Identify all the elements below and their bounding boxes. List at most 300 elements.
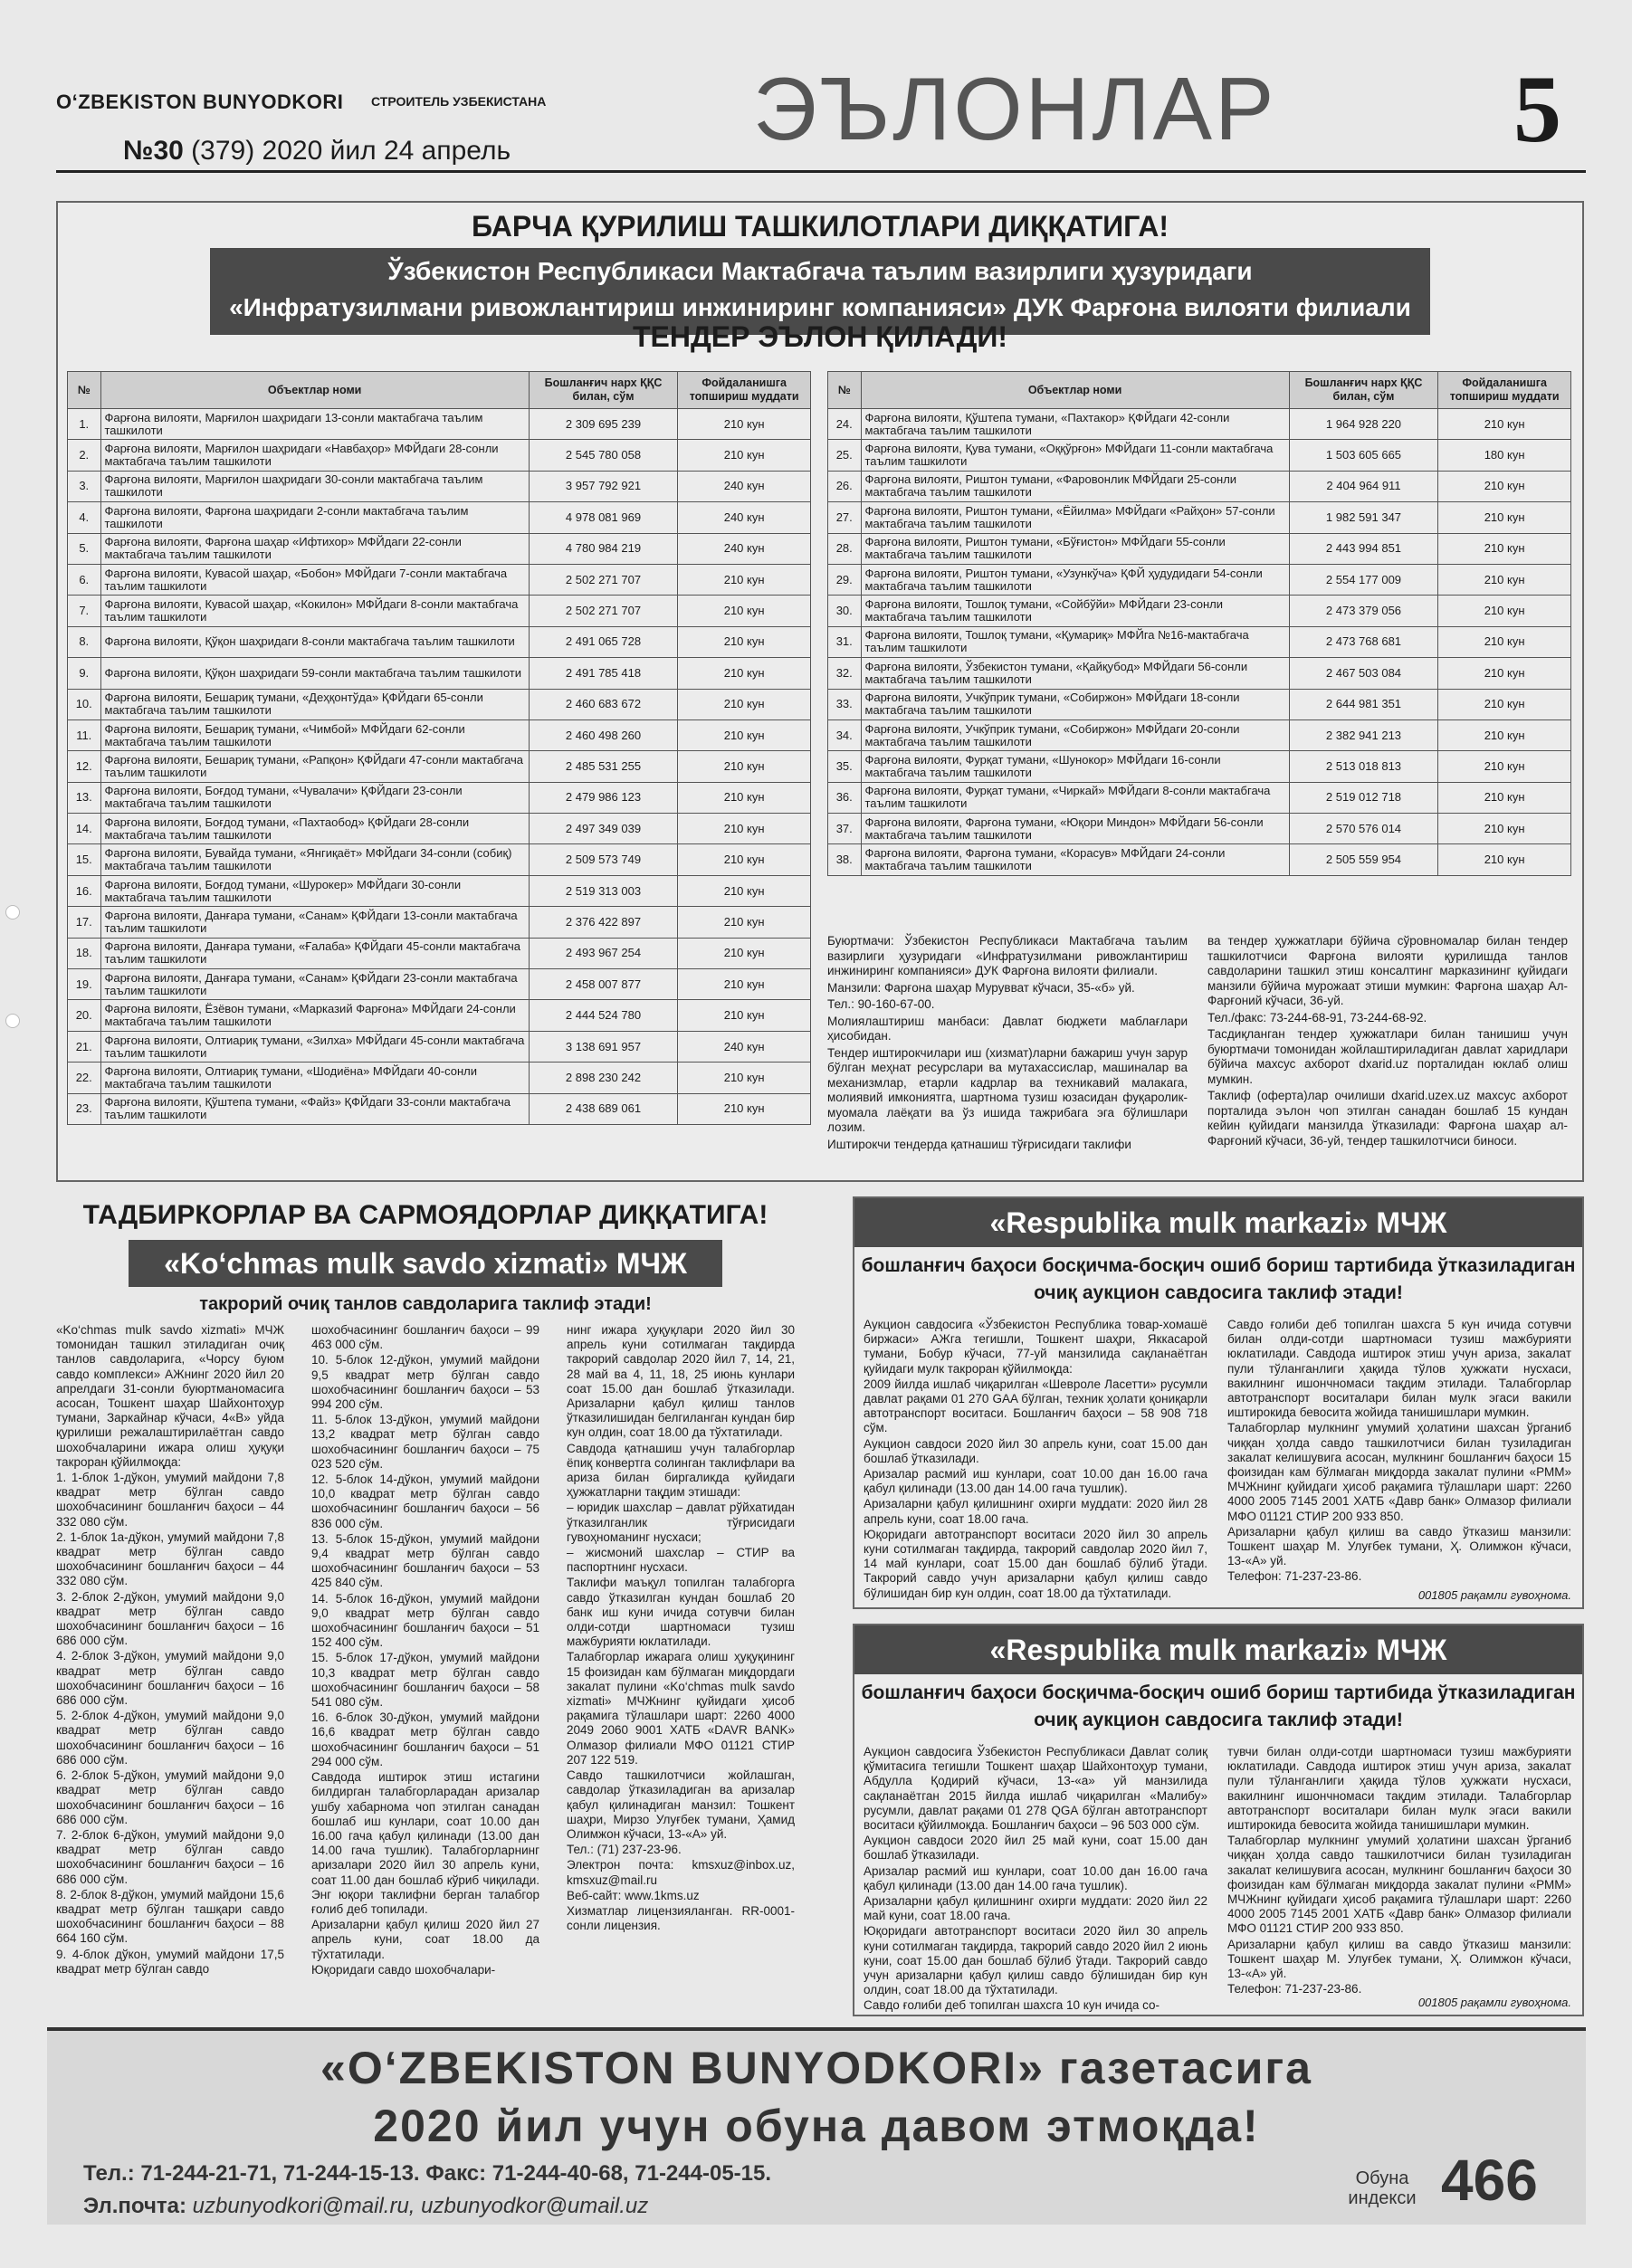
row-number: 36. bbox=[828, 782, 862, 813]
table-row bbox=[68, 689, 811, 719]
paragraph: 4. 2-блок 3-дўкон, умумий майдони 9,0 квадрат метр бўлган савдо шохобчасининг бошланғич баҳоси – 16 686 000 сўм. bbox=[56, 1649, 284, 1708]
object-name: Фарғона вилояти, Боғдод тумани, «Шурокер» МФЙдаги 30-сонли мактабгача таълим ташкилоти bbox=[100, 875, 529, 906]
paragraph: Савдо ташкилотчиси жойлашган, савдолар ўтказиладиган ва аризалар қабул қилинадиган манзил: Тошкент шаҳри, Мирзо Улуғбек тумани, Ҳамид Олимжон кўчаси, 13-«А» уй. bbox=[567, 1768, 795, 1841]
col-header-object: Объектлар номи bbox=[100, 372, 529, 409]
delivery-term: 210 кун bbox=[1438, 471, 1571, 501]
start-price: 2 519 313 003 bbox=[529, 875, 678, 906]
start-price: 2 443 994 851 bbox=[1289, 533, 1438, 564]
start-price: 2 485 531 255 bbox=[529, 751, 678, 782]
start-price: 2 505 559 954 bbox=[1289, 844, 1438, 875]
object-name: Фарғона вилояти, Риштон тумани, «Ёйилма» МФЙдаги «Райҳон» 57-сонли мактабгача таълим ташкилоти bbox=[861, 502, 1289, 533]
start-price: 2 502 271 707 bbox=[529, 564, 678, 595]
paragraph: 6. 2-блок 5-дўкон, умумий майдони 9,0 квадрат метр бўлган савдо шохобчасининг бошланғич баҳоси – 16 686 000 сўм. bbox=[56, 1768, 284, 1826]
table-row bbox=[828, 689, 1571, 719]
kms-attention: ТАДБИРКОРЛАР ВА САРМОЯДОРЛАР ДИҚҚАТИГА! bbox=[82, 1200, 768, 1230]
paragraph: Талабгорлар мулкнинг умумий ҳолатини шахсан ўрганиб чиққан ҳолда савдо ташкилотчиси билан тузиладиган закалат келишувига асосан, мулкнинг бошланғич баҳоси 30 фоизидан кам бўлмаган миқдорда закалат пулини «РММ» МЧЖнинг қуйидаги ҳисоб рақамига тўлашлари шарт: 2260 4000 2005 7145 2001 ХАТБ «Давр банк» Олмазор филиали МФО 01121 СТИР 200 933 850. bbox=[1227, 1834, 1571, 1936]
paragraph: 3. 2-блок 2-дўкон, умумий майдони 9,0 квадрат метр бўлган савдо шохобчасининг бошланғич баҳоси – 16 686 000 сўм. bbox=[56, 1589, 284, 1648]
delivery-term: 210 кун bbox=[678, 751, 811, 782]
delivery-term: 210 кун bbox=[1438, 596, 1571, 626]
punch-hole bbox=[5, 1014, 20, 1028]
paragraph: 2009 йилда ишлаб чиқарилган «Шевроле Ласетти» русумли давлат рақами 01 270 GAA бўлган, техник ҳолати қониқарли автотранспорт воситаси. Бошланғич баҳоси – 58 908 718 сўм. bbox=[864, 1377, 1207, 1435]
row-number: 23. bbox=[68, 1093, 101, 1124]
table-row bbox=[828, 596, 1571, 626]
paragraph: «Ko‘chmas mulk savdo xizmati» МЧЖ томонидан ташкил этиладиган очиқ танлов савдоларига, «Чорсу буюм савдо комплекси» АЖнинг 2020 йил 20 апрелдаги 31-сонли буюртманомасига асосан, Тошкент шаҳар Шайхонтоҳур тумани, Заркайнар кўчаси, 4«В» уйда қурилиши режалаштирилаётган савдо шохобчаларини ижара олиш ҳуқуқи такроран қўйилмоқда: bbox=[56, 1323, 284, 1469]
delivery-term: 210 кун bbox=[1438, 844, 1571, 875]
issue-number: №30 bbox=[123, 136, 184, 166]
paragraph: Аукцион савдосига Ўзбекистон Республикаси Давлат солиқ қўмитасига тегишли Тошкент шаҳар Шайхонтоҳур тумани, Абдулла Қодирий кўчаси, 13-«а» уй манзилида сақланаётган 2015 йилда ишлаб чиқарилган «Малибу» русумли, давлат рақами 01 278 QGA бўлган автотранспорт воситаси қўйилмоқда. Бошланғич баҳоси – 96 503 000 сўм. bbox=[864, 1745, 1207, 1833]
table-row bbox=[68, 440, 811, 471]
object-name: Фарғона вилояти, Учкўприк тумани, «Собиржон» МФЙдаги 20-сонли мактабгача таълим ташкилоти bbox=[861, 719, 1289, 750]
row-number: 38. bbox=[828, 844, 862, 875]
object-name: Фарғона вилояти, Фурқат тумани, «Шунокор» МФЙдаги 16-сонли мактабгача таълим ташкилоти bbox=[861, 751, 1289, 782]
kms-col2 bbox=[311, 1323, 539, 1978]
tender-notes-col2 bbox=[1207, 934, 1568, 1150]
paragraph: Хизматлар лицензияланган. RR-0001-сонли лицензия. bbox=[567, 1903, 795, 1933]
object-name: Фарғона вилояти, Риштон тумани, «Бўғистон» МФЙдаги 55-сонли мактабгача таълим ташкилоти bbox=[861, 533, 1289, 564]
object-name: Фарғона вилояти, Фарғона тумани, «Корасув» МФЙдаги 24-сонли мактабгача таълим ташкилоти bbox=[861, 844, 1289, 875]
object-name: Фарғона вилояти, Марғилон шаҳридаги 13-сонли мактабгача таълим ташкилоти bbox=[100, 409, 529, 440]
row-number: 19. bbox=[68, 969, 101, 1000]
object-name: Фарғона вилояти, Учкўприк тумани, «Собиржон» МФЙдаги 18-сонли мактабгача таълим ташкилоти bbox=[861, 689, 1289, 719]
subscription-phones: Тел.: 71-244-21-71, 71-244-15-13. Факс: 71-244-40-68, 71-244-05-15. bbox=[83, 2161, 772, 2186]
start-price: 4 780 984 219 bbox=[529, 533, 678, 564]
delivery-term: 210 кун bbox=[678, 440, 811, 471]
subscription-index: 466 bbox=[1441, 2148, 1538, 2213]
start-price: 2 460 683 672 bbox=[529, 689, 678, 719]
paragraph: Савдо ғолиби деб топилган шахсга 10 кун ичида со- bbox=[864, 1998, 1160, 2013]
table-row bbox=[68, 969, 811, 1000]
row-number: 7. bbox=[68, 596, 101, 626]
paragraph: Тел.: (71) 237-23-96. bbox=[567, 1843, 682, 1857]
row-number: 27. bbox=[828, 502, 862, 533]
object-name: Фарғона вилояти, Тошлоқ тумани, «Қумариқ» МФЙга №16-мактабгача таълим ташкилоти bbox=[861, 626, 1289, 657]
paragraph: Аризаларни қабул қилиш 2020 йил 27 апрель куни, соат 18.00 да тўхтатилади. bbox=[311, 1918, 539, 1961]
table-row bbox=[68, 875, 811, 906]
start-price: 2 502 271 707 bbox=[529, 596, 678, 626]
table-row bbox=[68, 1093, 811, 1124]
masthead bbox=[56, 56, 1586, 172]
start-price: 2 509 573 749 bbox=[529, 844, 678, 875]
rmm-ad-top bbox=[853, 1196, 1584, 1609]
rmm-top-license: 001805 рақамли гувоҳнома. bbox=[1417, 1588, 1571, 1602]
kms-body bbox=[56, 1323, 795, 2002]
table-row bbox=[68, 533, 811, 564]
start-price: 2 545 780 058 bbox=[529, 440, 678, 471]
paragraph: Юқоридаги автотранспорт воситаси 2020 йил 30 апрель куни сотилмаган тақдирда, такрорий савдо 2020 йил 2 июнь куни, соат 15.00 дан бошлаб бўлиб ўтади. Такрорий савдо учун аризаларни қабул қилиш савдо бўлишидан бир кун олдин, соат 18.00 да тўхтатилади. bbox=[864, 1924, 1207, 1997]
paragraph: Молиялаштириш манбаси: Давлат бюджети маблағлари ҳисобидан. bbox=[827, 1014, 1188, 1043]
tender-attention: БАРЧА ҚУРИЛИШ ТАШКИЛОТЛАРИ ДИҚҚАТИГА! bbox=[471, 210, 1169, 243]
rmm-ad-bottom bbox=[853, 1624, 1584, 2016]
start-price: 2 473 768 681 bbox=[1289, 626, 1438, 657]
start-price: 2 497 349 039 bbox=[529, 814, 678, 844]
section-title: ЭЪЛОНЛАР bbox=[753, 59, 1277, 158]
table-row bbox=[828, 751, 1571, 782]
delivery-term: 210 кун bbox=[678, 658, 811, 689]
delivery-term: 210 кун bbox=[678, 938, 811, 968]
issue-line bbox=[123, 136, 511, 167]
paragraph: Талабгорлар мулкнинг умумий ҳолатини шахсан ўрганиб чиққан ҳолда савдо ташкилотчиси билан тузиладиган закалат келишувига асосан, мулкнинг бошланғич баҳоси 15 фоизидан кам бўлмаган миқдорда закалат пулини «РММ» МЧЖнинг қуйидаги ҳисоб рақамига тўлашлари шарт: 2260 4000 2005 7145 2001 ХАТБ «Давр банк» Олмазор филиали МФО 01121 СТИР 200 933 850. bbox=[1227, 1421, 1571, 1523]
col-header-no: № bbox=[68, 372, 101, 409]
table-row bbox=[68, 1000, 811, 1031]
tender-table-right bbox=[827, 371, 1571, 876]
subscription-line2: 2020 йил учун обуна давом этмоқда! bbox=[373, 2101, 1260, 2151]
col-header-term: Фойдаланишга топшириш муддати bbox=[678, 372, 811, 409]
rmm-bottom-col1 bbox=[864, 1745, 1207, 2015]
delivery-term: 210 кун bbox=[1438, 814, 1571, 844]
paragraph: Аукцион савдоси 2020 йил 30 апрель куни, соат 15.00 дан бошлаб ўтказилади. bbox=[864, 1436, 1207, 1465]
object-name: Фарғона вилояти, Фарғона шаҳридаги 2-сонли мактабгача таълим ташкилоти bbox=[100, 502, 529, 533]
row-number: 37. bbox=[828, 814, 862, 844]
row-number: 33. bbox=[828, 689, 862, 719]
start-price: 2 444 524 780 bbox=[529, 1000, 678, 1031]
paragraph: Тасдиқланган тендер ҳужжатлари билан танишиш учун буюртмачи томонидан жойлаштириладиган давлат харидлари бўйича махсус ахборот dxarid.uz порталидан юклаб олиш мумкин. bbox=[1207, 1027, 1568, 1086]
row-number: 14. bbox=[68, 814, 101, 844]
object-name: Фарғона вилояти, Данғара тумани, «Ғалаба» ҚФЙдаги 45-сонли мактабгача таълим ташкилоти bbox=[100, 938, 529, 968]
start-price: 2 382 941 213 bbox=[1289, 719, 1438, 750]
issue-date: (379) 2020 йил 24 апрель bbox=[183, 136, 511, 166]
paragraph: Телефон: 71-237-23-86. bbox=[1227, 1982, 1362, 1996]
paragraph: Юқоридаги савдо шохобчалари- bbox=[311, 1962, 496, 1977]
subscription-email-line bbox=[83, 2194, 648, 2219]
paragraph: 1. 1-блок 1-дўкон, умумий майдони 7,8 квадрат метр бўлган савдо шохобчасининг бошланғич баҳоси – 44 332 080 сўм. bbox=[56, 1471, 284, 1529]
start-price: 2 467 503 084 bbox=[1289, 658, 1438, 689]
kms-col3 bbox=[567, 1323, 795, 1934]
delivery-term: 240 кун bbox=[678, 533, 811, 564]
table-row bbox=[828, 471, 1571, 501]
delivery-term: 210 кун bbox=[678, 596, 811, 626]
table-row bbox=[828, 626, 1571, 657]
start-price: 3 957 792 921 bbox=[529, 471, 678, 501]
tender-table-left bbox=[67, 371, 811, 1125]
table-row bbox=[68, 1063, 811, 1093]
delivery-term: 210 кун bbox=[678, 969, 811, 1000]
start-price: 2 458 007 877 bbox=[529, 969, 678, 1000]
delivery-term: 210 кун bbox=[678, 1063, 811, 1093]
paragraph: шохобчасининг бошланғич баҳоси – 99 463 000 сўм. bbox=[311, 1323, 539, 1352]
table-row bbox=[68, 502, 811, 533]
paragraph: Таклиф (оферта)лар очилиши dxarid.uzex.uz махсус ахборот порталида эълон чоп этилган санадан бошлаб 15 кундан кейин қуйидаги манзилда ўтказилади: Фарғона шаҳар ал-Фарғоний кўчаси, 36-уй, тендер ташкилотчиси биноси. bbox=[1207, 1089, 1568, 1148]
table-row bbox=[68, 719, 811, 750]
object-name: Фарғона вилояти, Фарғона шаҳар «Ифтихор» МФЙдаги 22-сонли мактабгача таълим ташкилоти bbox=[100, 533, 529, 564]
table-row bbox=[828, 409, 1571, 440]
rmm-bottom-col2 bbox=[1227, 1745, 1571, 1997]
paragraph: 8. 2-блок 8-дўкон, умумий майдони 15,6 квадрат метр бўлган ташқари савдо шохобчасининг бошланғич баҳоси – 88 664 160 сўм. bbox=[56, 1887, 284, 1946]
object-name: Фарғона вилояти, Марғилон шаҳридаги 30-сонли мактабгача таълим ташкилоти bbox=[100, 471, 529, 501]
paragraph: 14. 5-блок 16-дўкон, умумий майдони 9,0 квадрат метр бўлган савдо шохобчасининг бошланғич баҳоси – 51 152 400 сўм. bbox=[311, 1591, 539, 1650]
delivery-term: 210 кун bbox=[1438, 689, 1571, 719]
table-row bbox=[828, 782, 1571, 813]
object-name: Фарғона вилояти, Фарғона тумани, «Юқори Миндон» МФЙдаги 56-сонли мактабгача таълим ташкилоти bbox=[861, 814, 1289, 844]
paragraph: Аризаларни қабул қилиш ва савдо ўтказиш манзили: Тошкент шаҳар М. Улуғбек тумани, Ҳ. Олимжон кўчаси, 13-«А» уй. bbox=[1227, 1937, 1571, 1981]
rmm-top-col1 bbox=[864, 1318, 1207, 1602]
table-row bbox=[68, 938, 811, 968]
table-row bbox=[828, 844, 1571, 875]
paragraph: 7. 2-блок 6-дўкон, умумий майдони 9,0 квадрат метр бўлган савдо шохобчасининг бошланғич баҳоси – 16 686 000 сўм. bbox=[56, 1827, 284, 1886]
paragraph: Аукцион савдоси 2020 йил 25 май куни, соат 15.00 дан бошлаб ўтказилади. bbox=[864, 1834, 1207, 1863]
object-name: Фарғона вилояти, Риштон тумани, «Фаровонлик МФЙдаги 25-сонли мактабгача таълим ташкилоти bbox=[861, 471, 1289, 501]
table-row bbox=[68, 844, 811, 875]
rmm-bottom-sub2: очиқ аукцион савдосига таклиф этади! bbox=[1034, 1710, 1403, 1730]
object-name: Фарғона вилояти, Кувасой шаҳар, «Бобон» МФЙдаги 7-сонли мактабгача таълим ташкилоти bbox=[100, 564, 529, 595]
table-row bbox=[68, 782, 811, 813]
table-row bbox=[828, 814, 1571, 844]
table-row bbox=[68, 658, 811, 689]
row-number: 10. bbox=[68, 689, 101, 719]
paragraph: Иштирокчи тендерда қатнашиш тўғрисидаги таклифи bbox=[827, 1137, 1131, 1151]
paragraph: Веб-сайт: www.1kms.uz bbox=[567, 1888, 700, 1902]
col-header-price: Бошланғич нарх ҚҚС билан, сўм bbox=[1289, 372, 1438, 409]
start-price: 2 479 986 123 bbox=[529, 782, 678, 813]
object-name: Фарғона вилояти, Бешариқ тумани, «Деҳқонтўда» ҚФЙдаги 65-сонли мактабгача таълим ташкилоти bbox=[100, 689, 529, 719]
table-row bbox=[68, 596, 811, 626]
table-row bbox=[68, 1031, 811, 1062]
paper-name: O‘ZBEKISTON BUNYODKORI bbox=[56, 91, 344, 113]
object-name: Фарғона вилояти, Боғдод тумани, «Чувалачи» ҚФЙдаги 23-сонли мактабгача таълим ташкилоти bbox=[100, 782, 529, 813]
row-number: 21. bbox=[68, 1031, 101, 1062]
start-price: 1 503 605 665 bbox=[1289, 440, 1438, 471]
rmm-bottom-sub1: бошланғич баҳоси босқичма-босқич ошиб бориш тартибида ўтказиладиган bbox=[861, 1682, 1576, 1703]
col-header-price: Бошланғич нарх ҚҚС билан, сўм bbox=[529, 372, 678, 409]
paragraph: ва тендер ҳужжатлари бўйича сўровномалар билан тендер ташкилотчиси Фарғона вилояти қурилишда танлов савдоларини ташкил этиш консалтинг марказининг қуйидаги манзили бўйича мурожаат этиши мумкин: Фарғона шаҳар Ал-Фарғоний кўчаси, 36-уй. bbox=[1207, 934, 1568, 1007]
object-name: Фарғона вилояти, Марғилон шаҳридаги «Навбаҳор» МФЙдаги 28-сонли мактабгача таълим ташкилоти bbox=[100, 440, 529, 471]
row-number: 18. bbox=[68, 938, 101, 968]
start-price: 1 964 928 220 bbox=[1289, 409, 1438, 440]
paragraph: – жисмоний шахслар – СТИР ва паспортнинг нусхаси. bbox=[567, 1546, 795, 1575]
col-header-object: Объектлар номи bbox=[861, 372, 1289, 409]
object-name: Фарғона вилояти, Қўқон шаҳридаги 8-сонли мактабгача таълим ташкилоти bbox=[100, 626, 529, 657]
delivery-term: 210 кун bbox=[678, 875, 811, 906]
row-number: 1. bbox=[68, 409, 101, 440]
object-name: Фарғона вилояти, Риштон тумани, «Узункўча» ҚФЙ ҳудудидаги 54-сонли мактабгача таълим ташкилоти bbox=[861, 564, 1289, 595]
start-price: 2 570 576 014 bbox=[1289, 814, 1438, 844]
delivery-term: 240 кун bbox=[678, 471, 811, 501]
object-name: Фарғона вилояти, Ёзёвон тумани, «Марказий Фарғона» МФЙдаги 24-сонли мактабгача таълим ташкилоти bbox=[100, 1000, 529, 1031]
delivery-term: 210 кун bbox=[678, 814, 811, 844]
delivery-term: 210 кун bbox=[678, 564, 811, 595]
delivery-term: 210 кун bbox=[678, 1093, 811, 1124]
start-price: 2 473 379 056 bbox=[1289, 596, 1438, 626]
start-price: 2 404 964 911 bbox=[1289, 471, 1438, 501]
start-price: 2 519 012 718 bbox=[1289, 782, 1438, 813]
rmm-top-subtitle bbox=[854, 1253, 1582, 1307]
paragraph: – юридик шахслар – давлат рўйхатидан ўтказилганлик тўғрисидаги гувоҳноманинг нусхаси; bbox=[567, 1501, 795, 1544]
table-row bbox=[68, 626, 811, 657]
punch-hole bbox=[5, 905, 20, 920]
object-name: Фарғона вилояти, Бешариқ тумани, «Чимбой» МФЙдаги 62-сонли мактабгача таълим ташкилоти bbox=[100, 719, 529, 750]
delivery-term: 210 кун bbox=[678, 782, 811, 813]
rmm-top-col2 bbox=[1227, 1318, 1571, 1586]
email-addresses: uzbunyodkori@mail.ru, uzbunyodkor@umail.uz bbox=[192, 2194, 649, 2218]
paragraph: тувчи билан олди-сотди шартномаси тузиш мажбурияти юклатилади. Савдода иштирок этиш учун ариза, закалат пули тўланганлиги ҳақида тўлов ҳужжати нусхаси, вакилнинг ишончномаси тақдим этилади. Талабгорлар автотранспорт воситалари билан мулк эгаси вакили иштирокида бевосита жойида танишишлари мумкин. bbox=[1227, 1745, 1571, 1833]
masthead-rule bbox=[56, 170, 1586, 173]
row-number: 29. bbox=[828, 564, 862, 595]
col-header-term: Фойдаланишга топшириш муддати bbox=[1438, 372, 1571, 409]
paragraph: Талабгорлар ижарага олиш ҳуқуқининг 15 фоизидан кам бўлмаган миқдордаги закалат пулини «Ko‘chmas mulk savdo xizmati» МЧЖнинг қуйидаги ҳисоб рақамига тўлашлари шарт: 2260 4000 2049 2060 9001 ХАТБ «DAVR BANK» Олмазор филиали МФО 01121 СТИР 207 122 519. bbox=[567, 1650, 795, 1767]
table-row bbox=[828, 719, 1571, 750]
start-price: 3 138 691 957 bbox=[529, 1031, 678, 1062]
kms-title: «Ko‘chmas mulk savdo xizmati» МЧЖ bbox=[129, 1240, 722, 1287]
paragraph: 11. 5-блок 13-дўкон, умумий майдони 13,2 квадрат метр бўлган савдо шохобчасининг бошланғич баҳоси – 75 023 520 сўм. bbox=[311, 1413, 539, 1471]
table-row bbox=[828, 658, 1571, 689]
table-row bbox=[68, 907, 811, 938]
row-number: 24. bbox=[828, 409, 862, 440]
paragraph: Аризалар расмий иш кунлари, соат 10.00 дан 16.00 гача қабул қилинади (13.00 дан 14.00 гача тушлик). bbox=[864, 1863, 1207, 1892]
paragraph: нинг ижара ҳуқуқлари 2020 йил 30 апрель куни сотилмаган тақдирда такрорий савдолар 2020 йил 7, 14, 21, 28 май ва 4, 11, 18, 25 июнь кунлари соат 15.00 дан бошлаб ўтказилади. Аризаларни қабул қилиш танлов ўтказилишидан белгиланган кундан бир кун олдин, соат 18.00 да тўхтатилади. bbox=[567, 1323, 795, 1440]
start-price: 2 491 785 418 bbox=[529, 658, 678, 689]
paragraph: Аризалар расмий иш кунлари, соат 10.00 дан 16.00 гача қабул қилинади (13.00 дан 14.00 гача тушлик). bbox=[864, 1467, 1207, 1496]
paragraph: 13. 5-блок 15-дўкон, умумий майдони 9,4 квадрат метр бўлган савдо шохобчасининг бошланғич баҳоси – 53 425 840 сўм. bbox=[311, 1531, 539, 1590]
tender-org-line1: Ўзбекистон Республикаси Мактабгача таълим вазирлиги ҳузуридаги bbox=[387, 257, 1253, 285]
paragraph: Телефон: 71-237-23-86. bbox=[1227, 1569, 1362, 1584]
object-name: Фарғона вилояти, Кувасой шаҳар, «Кокилон» МФЙдаги 8-сонли мактабгача таълим ташкилоти bbox=[100, 596, 529, 626]
tender-announcement bbox=[56, 201, 1584, 1182]
row-number: 11. bbox=[68, 719, 101, 750]
rmm-bottom-subtitle bbox=[854, 1680, 1582, 1734]
start-price: 2 438 689 061 bbox=[529, 1093, 678, 1124]
row-number: 17. bbox=[68, 907, 101, 938]
paragraph: Буюртмачи: Ўзбекистон Республикаси Мактабгача таълим вазирлиги ҳузуридаги «Инфратузилмани ривожлантириш инжиниринг компанияси» ДУК Фарғона вилояти филиали. bbox=[827, 934, 1188, 977]
row-number: 26. bbox=[828, 471, 862, 501]
paragraph: Тел./факс: 73-244-68-91, 73-244-68-92. bbox=[1207, 1010, 1427, 1024]
delivery-term: 210 кун bbox=[1438, 626, 1571, 657]
rmm-bottom-title: «Respublika mulk markazi» МЧЖ bbox=[854, 1625, 1582, 1674]
paragraph: Электрон почта: kmsxuz@inbox.uz, kmsxuz@mail.ru bbox=[567, 1858, 795, 1887]
start-price: 2 554 177 009 bbox=[1289, 564, 1438, 595]
object-name: Фарғона вилояти, Данғара тумани, «Санам» ҚФЙдаги 13-сонли мактабгача таълим ташкилоти bbox=[100, 907, 529, 938]
object-name: Фарғона вилояти, Данғара тумани, «Санам» ҚФЙдаги 23-сонли мактабгача таълим ташкилоти bbox=[100, 969, 529, 1000]
subscription-index-label: Обуна индекси bbox=[1348, 2168, 1417, 2208]
paragraph: Савдода қатнашиш учун талабгорлар ёпиқ конвертга солинган таклифлари ва ариза билан биргаликда қуйидаги ҳужжатларни тақдим этишади: bbox=[567, 1441, 795, 1500]
delivery-term: 210 кун bbox=[678, 907, 811, 938]
paragraph: Тел.: 90-160-67-00. bbox=[827, 997, 935, 1011]
delivery-term: 210 кун bbox=[1438, 751, 1571, 782]
rmm-top-title: «Respublika mulk markazi» МЧЖ bbox=[854, 1198, 1582, 1247]
row-number: 13. bbox=[68, 782, 101, 813]
start-price: 2 513 018 813 bbox=[1289, 751, 1438, 782]
tender-announce: ТЕНДЕР ЭЪЛОН ҚИЛАДИ! bbox=[632, 320, 1008, 353]
table-row bbox=[828, 564, 1571, 595]
row-number: 34. bbox=[828, 719, 862, 750]
paragraph: 9. 4-блок дўкон, умумий майдони 17,5 квадрат метр бўлган савдо bbox=[56, 1947, 284, 1976]
row-number: 16. bbox=[68, 875, 101, 906]
object-name: Фарғона вилояти, Боғдод тумани, «Пахтаобод» ҚФЙдаги 28-сонли мактабгача таълим ташкилоти bbox=[100, 814, 529, 844]
delivery-term: 210 кун bbox=[678, 844, 811, 875]
table-row bbox=[828, 440, 1571, 471]
start-price: 4 978 081 969 bbox=[529, 502, 678, 533]
paragraph: Аризаларни қабул қилишнинг охирги муддати: 2020 йил 28 апрель куни, соат 18.00 гача. bbox=[864, 1497, 1207, 1526]
paragraph: Манзили: Фарғона шаҳар Мурувват кўчаси, 35-«б» уй. bbox=[827, 980, 1135, 995]
object-name: Фарғона вилояти, Қува тумани, «Оққўрғон» МФЙдаги 11-сонли мактабгача таълим ташкилоти bbox=[861, 440, 1289, 471]
paragraph: Аризаларни қабул қилишнинг охирги муддати: 2020 йил 22 май куни, соат 18.00 гача. bbox=[864, 1894, 1207, 1923]
row-number: 25. bbox=[828, 440, 862, 471]
delivery-term: 240 кун bbox=[678, 502, 811, 533]
start-price: 2 644 981 351 bbox=[1289, 689, 1438, 719]
start-price: 1 982 591 347 bbox=[1289, 502, 1438, 533]
table-row bbox=[828, 502, 1571, 533]
paragraph: 16. 6-блок 30-дўкон, умумий майдони 16,6 квадрат метр бўлган савдо шохобчасининг бошланғич баҳоси – 51 294 000 сўм. bbox=[311, 1711, 539, 1768]
object-name: Фарғона вилояти, Қўштепа тумани, «Файз» ҚФЙдаги 33-сонли мактабгача таълим ташкилоти bbox=[100, 1093, 529, 1124]
row-number: 5. bbox=[68, 533, 101, 564]
delivery-term: 240 кун bbox=[678, 1031, 811, 1062]
row-number: 15. bbox=[68, 844, 101, 875]
table-row bbox=[68, 564, 811, 595]
row-number: 3. bbox=[68, 471, 101, 501]
row-number: 2. bbox=[68, 440, 101, 471]
paragraph: 15. 5-блок 17-дўкон, умумий майдони 10,3 квадрат метр бўлган савдо шохобчасининг бошланғич баҳоси – 58 541 080 сўм. bbox=[311, 1651, 539, 1710]
start-price: 2 491 065 728 bbox=[529, 626, 678, 657]
row-number: 32. bbox=[828, 658, 862, 689]
delivery-term: 210 кун bbox=[1438, 782, 1571, 813]
rmm-top-sub2: очиқ аукцион савдосига таклиф этади! bbox=[1034, 1282, 1403, 1303]
col-header-no: № bbox=[828, 372, 862, 409]
delivery-term: 210 кун bbox=[1438, 564, 1571, 595]
rmm-bottom-license: 001805 рақамли гувоҳнома. bbox=[1417, 1996, 1571, 2009]
object-name: Фарғона вилояти, Ўзбекистон тумани, «Қайқубод» МФЙдаги 56-сонли мактабгача таълим ташкилоти bbox=[861, 658, 1289, 689]
table-row bbox=[68, 751, 811, 782]
page-number: 5 bbox=[1513, 56, 1561, 162]
row-number: 35. bbox=[828, 751, 862, 782]
start-price: 2 376 422 897 bbox=[529, 907, 678, 938]
delivery-term: 210 кун bbox=[678, 409, 811, 440]
row-number: 20. bbox=[68, 1000, 101, 1031]
kms-col1 bbox=[56, 1323, 284, 1977]
paragraph: 10. 5-блок 12-дўкон, умумий майдони 9,5 квадрат метр бўлган савдо шохобчасининг бошланғич баҳоси – 53 994 200 сўм. bbox=[311, 1353, 539, 1412]
kms-auction-ad bbox=[56, 1196, 795, 2011]
subscription-line1: «O‘ZBEKISTON BUNYODKORI» газетасига bbox=[320, 2043, 1312, 2093]
row-number: 12. bbox=[68, 751, 101, 782]
object-name: Фарғона вилояти, Бувайда тумани, «Янгиқаёт» МФЙдаги 34-сонли (собиқ) мактабгача таълим ташкилоти bbox=[100, 844, 529, 875]
paragraph: 2. 1-блок 1а-дўкон, умумий майдони 7,8 квадрат метр бўлган савдо шохобчасининг бошланғич баҳоси – 44 332 080 сўм. bbox=[56, 1529, 284, 1588]
row-number: 6. bbox=[68, 564, 101, 595]
object-name: Фарғона вилояти, Тошлоқ тумани, «Сойбўйи» МФЙдаги 23-сонли мактабгача таълим ташкилоти bbox=[861, 596, 1289, 626]
start-price: 2 309 695 239 bbox=[529, 409, 678, 440]
tender-org-line2: «Инфратузилмани ривожлантириш инжиниринг компанияси» ДУК Фарғона вилояти филиали bbox=[229, 293, 1411, 321]
paragraph: Юқоридаги автотранспорт воситаси 2020 йил 30 апрель куни сотилмаган тақдирда, такрорий савдолар 2020 йил 7, 14 май кунлари, соат 15.00 дан бошлаб бўлиб ўтади. Такрорий савдо учун аризаларни қабул қилиш савдо бўлишидан бир кун олдин, соат 18.00 да тўхтатилади. bbox=[864, 1527, 1207, 1600]
delivery-term: 210 кун bbox=[678, 1000, 811, 1031]
row-number: 4. bbox=[68, 502, 101, 533]
tender-notes-col1 bbox=[827, 934, 1188, 1154]
delivery-term: 210 кун bbox=[1438, 658, 1571, 689]
email-label: Эл.почта: bbox=[83, 2194, 186, 2218]
delivery-term: 210 кун bbox=[1438, 533, 1571, 564]
object-name: Фарғона вилояти, Қўқон шаҳридаги 59-сонли мактабгача таълим ташкилоти bbox=[100, 658, 529, 689]
table-row bbox=[68, 409, 811, 440]
object-name: Фарғона вилояти, Бешариқ тумани, «Рапқон» ҚФЙдаги 47-сонли мактабгача таълим ташкилоти bbox=[100, 751, 529, 782]
object-name: Фарғона вилояти, Олтиариқ тумани, «Зилха» МФЙдаги 45-сонли мактабгача таълим ташкилоти bbox=[100, 1031, 529, 1062]
paragraph: 5. 2-блок 4-дўкон, умумий майдони 9,0 квадрат метр бўлган савдо шохобчасининг бошланғич баҳоси – 16 686 000 сўм. bbox=[56, 1709, 284, 1767]
table-row bbox=[68, 814, 811, 844]
row-number: 30. bbox=[828, 596, 862, 626]
paragraph: Аукцион савдосига «Ўзбекистон Республика товар-хомашё биржаси» АЖга тегишли, Тошкент шаҳри, Яккасарой тумани, Бобур кўчаси, 77-уй манзилида сақланаётган қуйидаги мулк такроран қўйилмоқда: bbox=[864, 1318, 1207, 1376]
row-number: 31. bbox=[828, 626, 862, 657]
rmm-top-sub1: бошланғич баҳоси босқичма-босқич ошиб бориш тартибида ўтказиладиган bbox=[861, 1255, 1576, 1276]
delivery-term: 210 кун bbox=[1438, 409, 1571, 440]
start-price: 2 898 230 242 bbox=[529, 1063, 678, 1093]
row-number: 22. bbox=[68, 1063, 101, 1093]
paragraph: Савдода иштирок этиш истагини билдирган талабгорларадан аризалар ушбу хабарнома чоп этилган санадан бошлаб иш кунлари, соат 10.00 дан 16.00 гача қабул қилинади (13.00 дан 14.00 гача тушлик). Талабгорларнинг аризалари 2020 йил 30 апрель куни, соат 11.00 дан бошлаб кўриб чиқилади. Энг юқори таклифни берган талабгор ғолиб деб топилади. bbox=[311, 1770, 539, 1916]
delivery-term: 210 кун bbox=[678, 719, 811, 750]
paragraph: Тендер иштирокчилари иш (хизмат)ларни бажариш учун зарур бўлган меҳнат ресурслари ва мутахассислар, машиналар ва механизмлар, етарли кадрлар ва техникавий малакага, молиявий имкониятга, шартнома тузиш юзасидан фуқаролик-муомала лаёқати ва ўз ишида тажрибага эга бўлишлари лозим. bbox=[827, 1045, 1188, 1134]
row-number: 9. bbox=[68, 658, 101, 689]
object-name: Фарғона вилояти, Олтиариқ тумани, «Шодиёна» МФЙдаги 40-сонли мактабгача таълим ташкилоти bbox=[100, 1063, 529, 1093]
row-number: 28. bbox=[828, 533, 862, 564]
start-price: 2 493 967 254 bbox=[529, 938, 678, 968]
table-row bbox=[68, 471, 811, 501]
delivery-term: 180 кун bbox=[1438, 440, 1571, 471]
delivery-term: 210 кун bbox=[1438, 502, 1571, 533]
start-price: 2 460 498 260 bbox=[529, 719, 678, 750]
object-name: Фарғона вилояти, Фурқат тумани, «Чиркай» МФЙдаги 8-сонли мактабгача таълим ташкилоти bbox=[861, 782, 1289, 813]
